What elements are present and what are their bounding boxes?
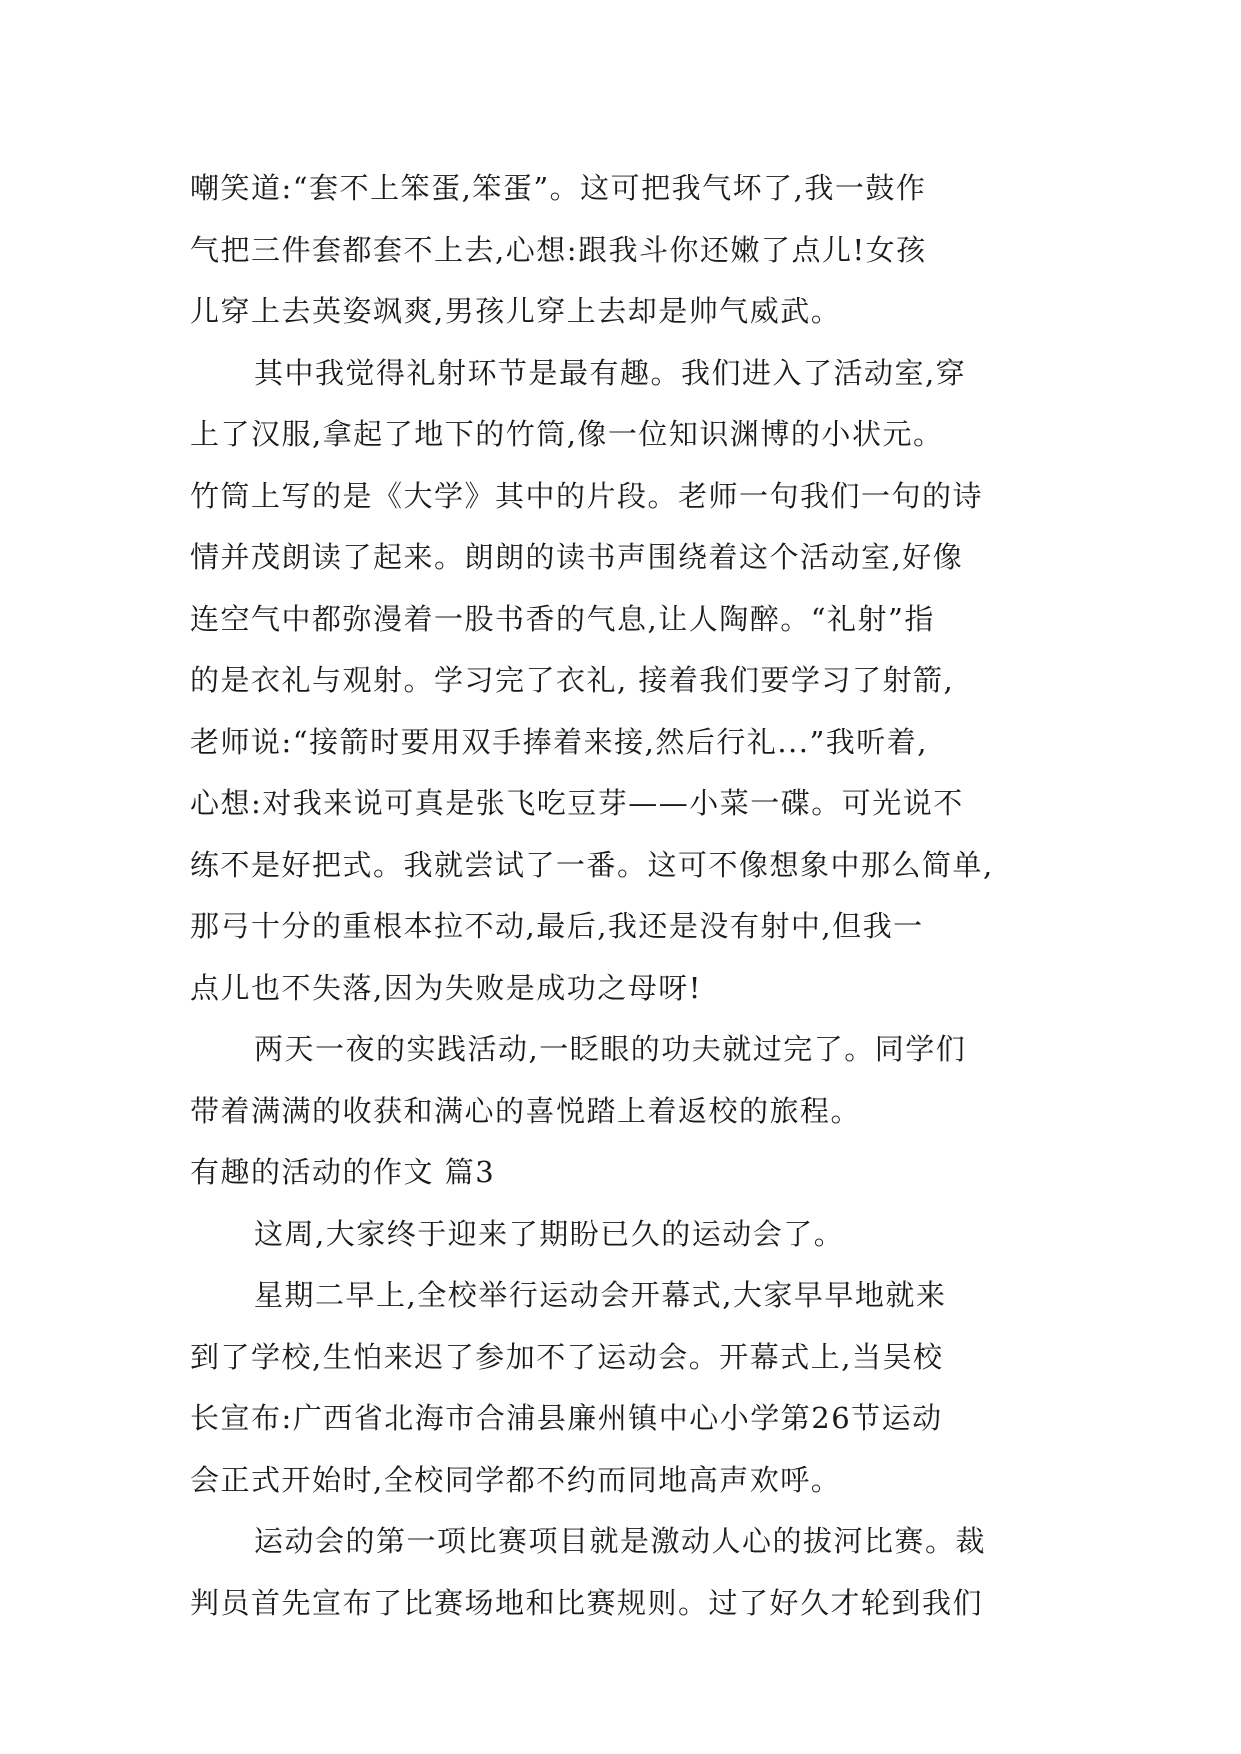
text-line: 连空气中都弥漫着一股书香的气息,让人陶醉。“礼射”指 <box>190 601 935 636</box>
text-line: 带着满满的收获和满心的喜悦踏上着返校的旅程。 <box>190 1093 862 1128</box>
text-line: 情并茂朗读了起来。朗朗的读书声围绕着这个活动室,好像 <box>190 540 964 574</box>
text-line: 老师说:“接箭时要用双手捧着来接,然后行礼...”我听着, <box>190 724 929 759</box>
text-line: 的是衣礼与观射。学习完了衣礼, 接着我们要学习了射箭, <box>190 663 955 697</box>
text-line: 心想:对我来说可真是张飞吃豆芽——小菜一碟。可光说不 <box>190 786 964 820</box>
text-line: 判员首先宣布了比赛场地和比赛规则。过了好久才轮到我们 <box>190 1585 984 1620</box>
text-line: 长宣布:广西省北海市合浦县廉州镇中心小学第26节运动 <box>190 1401 943 1435</box>
text-line: 那弓十分的重根本拉不动,最后,我还是没有射中,但我一 <box>190 909 924 943</box>
paragraph-first-line: 运动会的第一项比赛项目就是激动人心的拔河比赛。裁 <box>254 1524 987 1558</box>
section-heading: 有趣的活动的作文 篇3 <box>190 1155 496 1189</box>
text-line: 到了学校,生怕来迟了参加不了运动会。开幕式上,当吴校 <box>190 1339 944 1374</box>
text-line: 练不是好把式。我就尝试了一番。这可不像想象中那么简单, <box>190 847 994 882</box>
paragraph-first-line: 这周,大家终于迎来了期盼已久的运动会了。 <box>254 1216 845 1251</box>
text-line: 点儿也不失落,因为失败是成功之母呀! <box>190 970 702 1005</box>
text-line: 竹筒上写的是《大学》其中的片段。老师一句我们一句的诗 <box>190 478 984 513</box>
text-line: 儿穿上去英姿飒爽,男孩儿穿上去却是帅气威武。 <box>190 294 842 328</box>
document-page <box>190 158 1070 1634</box>
text-line: 嘲笑道:“套不上笨蛋,笨蛋”。这可把我气坏了,我一鼓作 <box>190 171 927 205</box>
paragraph-first-line: 两天一夜的实践活动,一眨眼的功夫就过完了。同学们 <box>254 1032 967 1066</box>
text-line: 上了汉服,拿起了地下的竹筒,像一位知识渊博的小状元。 <box>190 417 944 451</box>
paragraph-first-line: 其中我觉得礼射环节是最有趣。我们进入了活动室,穿 <box>254 355 967 390</box>
paragraph-first-line: 星期二早上,全校举行运动会开幕式,大家早早地就来 <box>254 1278 947 1312</box>
text-line: 会正式开始时,全校同学都不约而同地高声欢呼。 <box>190 1462 842 1497</box>
text-line: 气把三件套都套不上去,心想:跟我斗你还嫩了点儿!女孩 <box>190 232 927 267</box>
